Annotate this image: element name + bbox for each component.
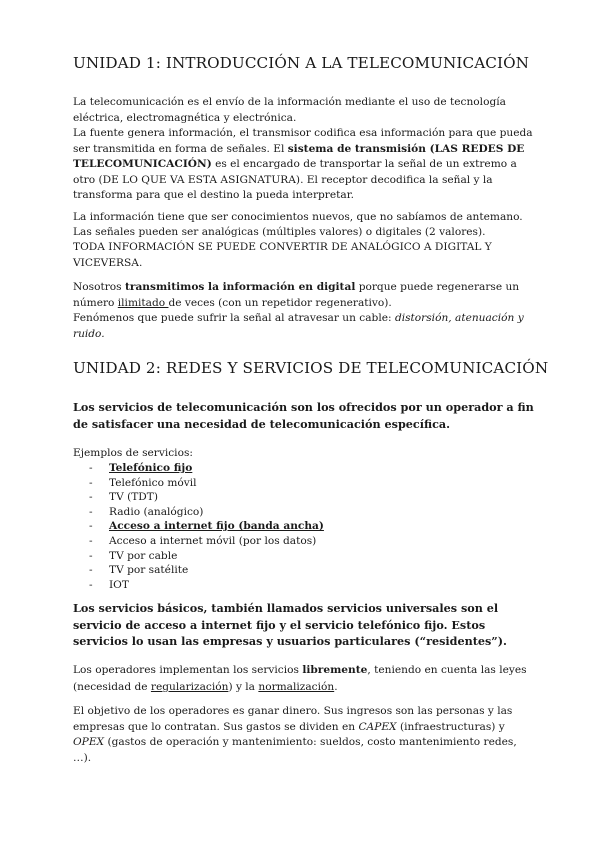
list-item: - Acceso a internet fijo (banda ancha)	[89, 520, 324, 533]
unit1-paragraph-information: La información tiene que ser conocimientos nuevos, que no sabíamos de antemano.	[73, 211, 523, 223]
unit2-paragraph-basic-services: Los servicios básicos, también llamados servicios universales son el servicio de acceso a internet fijo y el servicio telefónico fijo. Estos servicios lo usan las empresas y usuarios particulares (“residentes”).	[73, 601, 507, 649]
list-item: - Telefónico móvil	[89, 476, 197, 489]
unit1-paragraph-phenomena: Fenómenos que puede sufrir la señal al atravesar un cable: distorsión, atenuación y ruido.	[73, 312, 524, 340]
unit1-paragraph-conversion: TODA INFORMACIÓN SE PUEDE CONVERTIR DE ANALÓGICO A DIGITAL Y VICEVERSA.	[73, 241, 492, 269]
list-item: - Telefónico fijo	[89, 462, 193, 474]
list-item: - Radio (analógico)	[89, 505, 204, 518]
unit2-heading: UNIDAD 2: REDES Y SERVICIOS DE TELECOMUNICACIÓN	[73, 359, 549, 377]
list-item: - TV por cable	[89, 549, 178, 562]
unit1-paragraph-digital: Nosotros transmitimos la información en digital porque puede regenerarse un número ilimitado de veces (con un repetidor regenerativo).	[73, 281, 520, 309]
list-item: - IOT	[89, 578, 129, 591]
unit2-paragraph-operators: Los operadores implementan los servicios libremente, teniendo en cuenta las leyes (necesidad de regularización) y la normalización.	[73, 664, 527, 693]
unit2-paragraph-definition: Los servicios de telecomunicación son los ofrecidos por un operador a fin de satisfacer una necesidad de telecomunicación específica.	[73, 400, 534, 431]
unit1-paragraph-transmission: La fuente genera información, el transmisor codifica esa información para que pueda ser transmitida en forma de señales. El sistema de transmisión (LAS REDES DE TELECOMUNICACIÓN) es el encargado de transportar la señal de un extremo a otro (DE LO QUE VA ESTA ASIGNATURA). El receptor decodifica la señal y la transforma para que el destino la pueda interpretar.	[73, 127, 533, 201]
unit1-paragraph-signals: Las señales pueden ser analógicas (múltiples valores) o digitales (2 valores).	[73, 226, 486, 238]
unit1-heading: UNIDAD 1: INTRODUCCIÓN A LA TELECOMUNICACIÓN	[73, 54, 530, 72]
unit2-examples-label: Ejemplos de servicios:	[73, 447, 193, 459]
list-item: - Acceso a internet móvil (por los datos)	[89, 534, 317, 547]
unit1-paragraph-definition: La telecomunicación es el envío de la información mediante el uso de tecnología eléctrica, electromagnética y electrónica.	[73, 96, 506, 124]
unit2-paragraph-objective: El objetivo de los operadores es ganar dinero. Sus ingresos son las personas y las empresas que lo contratan. Sus gastos se dividen en CAPEX (infraestructuras) y OPEX (gastos de operación y mantenimiento: sueldos, costo mantenimiento redes, …).	[73, 705, 517, 764]
unit2-examples-list	[73, 461, 535, 592]
list-item: - TV por satélite	[89, 564, 189, 577]
list-item: - TV (TDT)	[89, 491, 158, 504]
